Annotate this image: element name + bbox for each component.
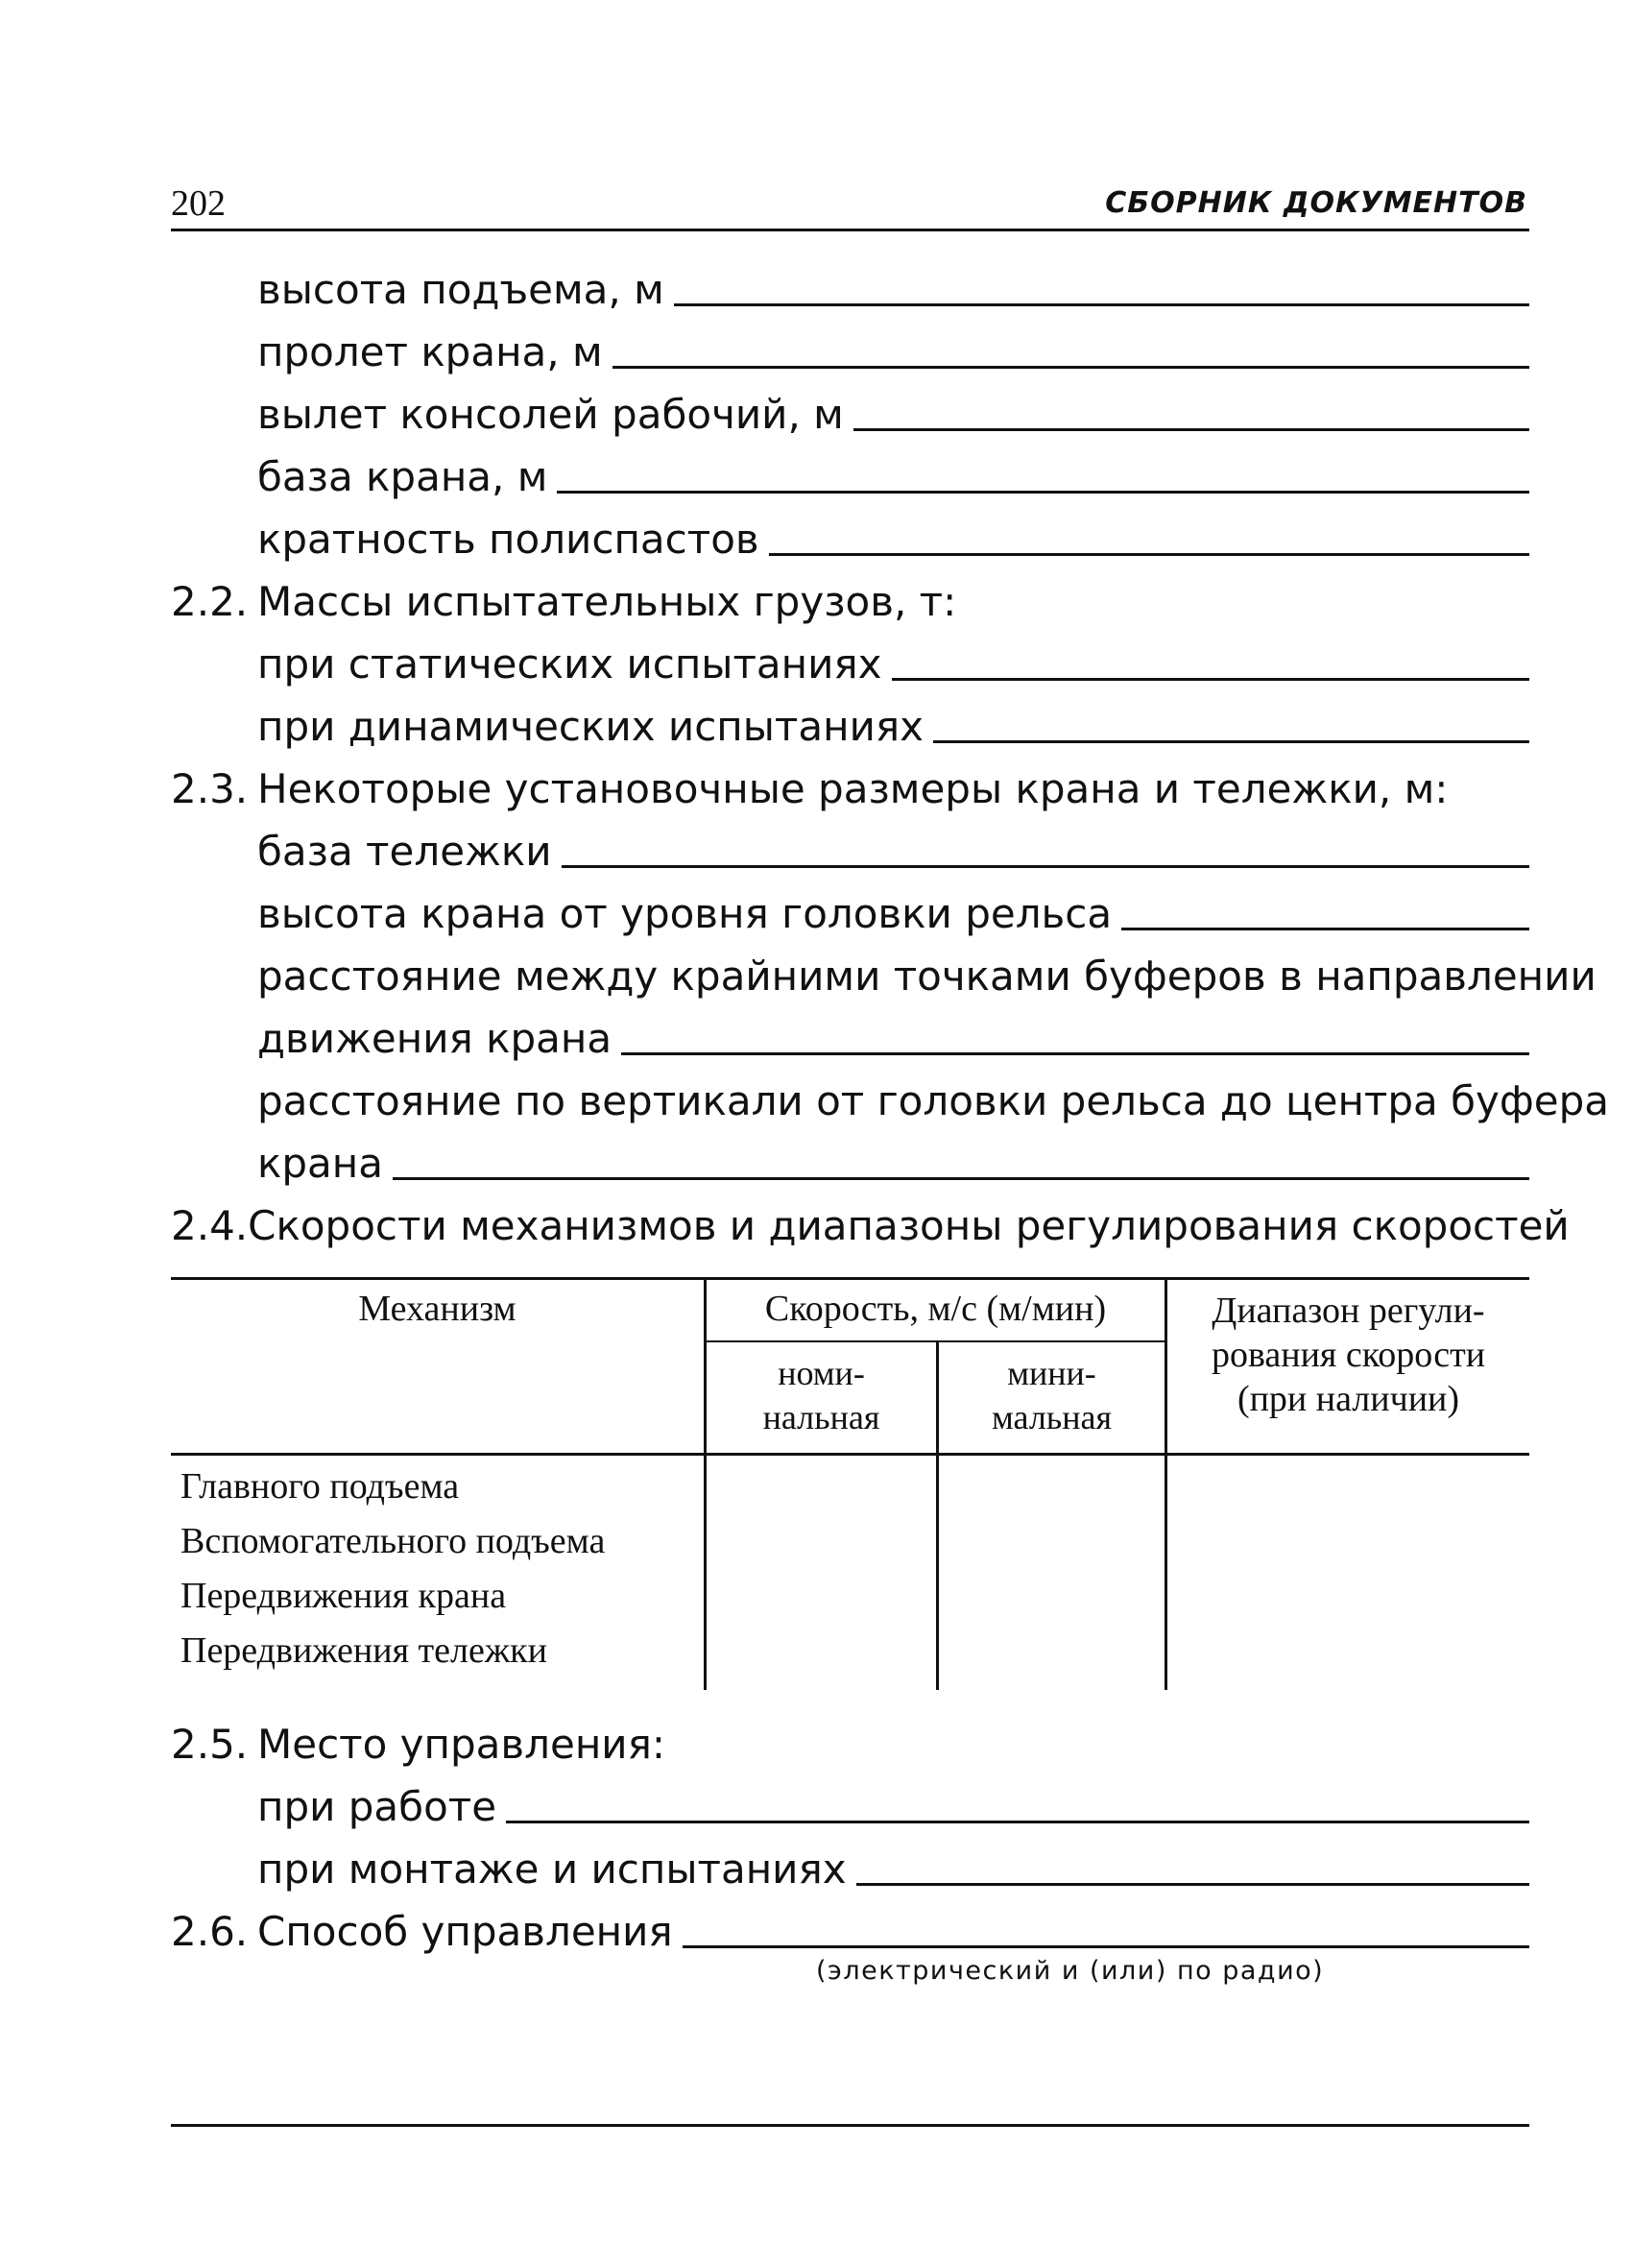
fill-line	[612, 365, 1529, 369]
th-mechanism: Механизм	[358, 1289, 516, 1329]
section-2-4-heading	[171, 1200, 1570, 1252]
control-method-hint: (электрический и (или) по радио)	[816, 1956, 1325, 1986]
section-2-6-field	[171, 1906, 1529, 1958]
field-control-testing	[257, 1844, 1529, 1895]
field-label: высота подъема, м	[257, 266, 664, 313]
section-title: Скорости механизмов и диапазоны регулирования скоростей	[248, 1202, 1570, 1249]
section-title: Способ управления	[257, 1908, 673, 1955]
field-crane-span	[257, 326, 1529, 378]
field-crane-base	[257, 451, 1529, 503]
fill-line	[856, 1882, 1529, 1886]
section-title: Некоторые установочные размеры крана и тележки, м:	[257, 765, 1449, 812]
field-pulley-ratio	[257, 514, 1529, 566]
fill-line	[683, 1944, 1529, 1948]
field-label: при динамических испытаниях	[257, 703, 924, 750]
section-2-3-heading	[171, 763, 1529, 815]
field-label: высота крана от уровня головки рельса	[257, 890, 1113, 937]
fill-line	[933, 739, 1529, 743]
field-label: при статических испытаниях	[257, 640, 882, 688]
fill-line	[892, 677, 1529, 681]
section-number: 2.3.	[171, 765, 249, 812]
field-label: пролет крана, м	[257, 328, 603, 375]
table-header-rule	[171, 1453, 1529, 1456]
table-row-trolley-travel: Передвижения тележки	[180, 1630, 547, 1671]
th-minimal-line1: мини-	[1007, 1354, 1096, 1392]
fill-line	[562, 864, 1529, 868]
section-title: Массы испытательных грузов, т:	[257, 578, 957, 625]
field-label: вылет консолей рабочий, м	[257, 391, 844, 438]
page-number: 202	[171, 183, 226, 224]
table-col-divider-1	[704, 1277, 707, 1690]
table-row-crane-travel: Передвижения крана	[180, 1576, 507, 1616]
field-control-operation	[257, 1781, 1529, 1833]
section-title: Место управления:	[257, 1721, 666, 1768]
section-number: 2.5.	[171, 1721, 249, 1768]
fill-line	[506, 1820, 1529, 1823]
field-static-test	[257, 639, 1529, 690]
table-top-rule	[171, 1277, 1529, 1280]
table-subheader-rule	[705, 1340, 1165, 1342]
fill-line	[853, 427, 1529, 431]
running-title: СБОРНИК ДОКУМЕНТОВ	[1105, 186, 1527, 220]
field-label: движения крана	[257, 1015, 612, 1062]
th-range-line1: Диапазон регули-	[1212, 1291, 1485, 1331]
fill-line	[674, 302, 1529, 306]
field-lift-height	[257, 264, 1529, 316]
field-label: база тележки	[257, 828, 552, 875]
field-buffer-height-line1	[257, 1075, 1610, 1127]
page-header	[171, 182, 1529, 231]
table-row-aux-hoist: Вспомогательного подъема	[180, 1521, 606, 1561]
section-number: 2.2.	[171, 578, 249, 625]
field-buffer-height-line2	[257, 1138, 1529, 1190]
field-label: при монтаже и испытаниях	[257, 1846, 847, 1893]
field-buffer-distance-line1	[257, 951, 1597, 1002]
th-nominal-line2: нальная	[762, 1398, 880, 1436]
footer-rule	[171, 2124, 1529, 2127]
table-row-main-hoist: Главного подъема	[180, 1466, 460, 1507]
field-label: крана	[257, 1140, 383, 1187]
th-speed: Скорость, м/с (м/мин)	[764, 1289, 1107, 1329]
field-crane-height	[257, 888, 1529, 940]
th-range-line3: (при наличии)	[1237, 1379, 1460, 1419]
speed-table	[171, 1277, 1529, 1690]
field-dynamic-test	[257, 701, 1529, 753]
th-range-line2: рования скорости	[1211, 1335, 1486, 1375]
fill-line	[557, 490, 1529, 494]
field-trolley-base	[257, 826, 1529, 878]
th-minimal-line2: мальная	[991, 1398, 1112, 1436]
field-label: база крана, м	[257, 453, 548, 500]
field-label: при работе	[257, 1783, 497, 1830]
field-label: расстояние по вертикали от головки рельса до центра буфера	[257, 1077, 1610, 1124]
field-label: расстояние между крайними точками буферов в направлении	[257, 953, 1597, 1000]
fill-line	[769, 552, 1529, 556]
fill-line	[621, 1051, 1529, 1055]
section-number: 2.6.	[171, 1908, 249, 1955]
section-2-5-heading	[171, 1719, 1529, 1771]
field-buffer-distance-line2	[257, 1013, 1529, 1065]
th-nominal-line1: номи-	[778, 1354, 865, 1392]
section-number: 2.4.	[171, 1202, 249, 1249]
fill-line	[1121, 927, 1529, 930]
fill-line	[393, 1176, 1529, 1180]
section-2-2-heading	[171, 576, 1529, 628]
field-label: кратность полиспастов	[257, 516, 759, 563]
field-console-reach	[257, 389, 1529, 441]
